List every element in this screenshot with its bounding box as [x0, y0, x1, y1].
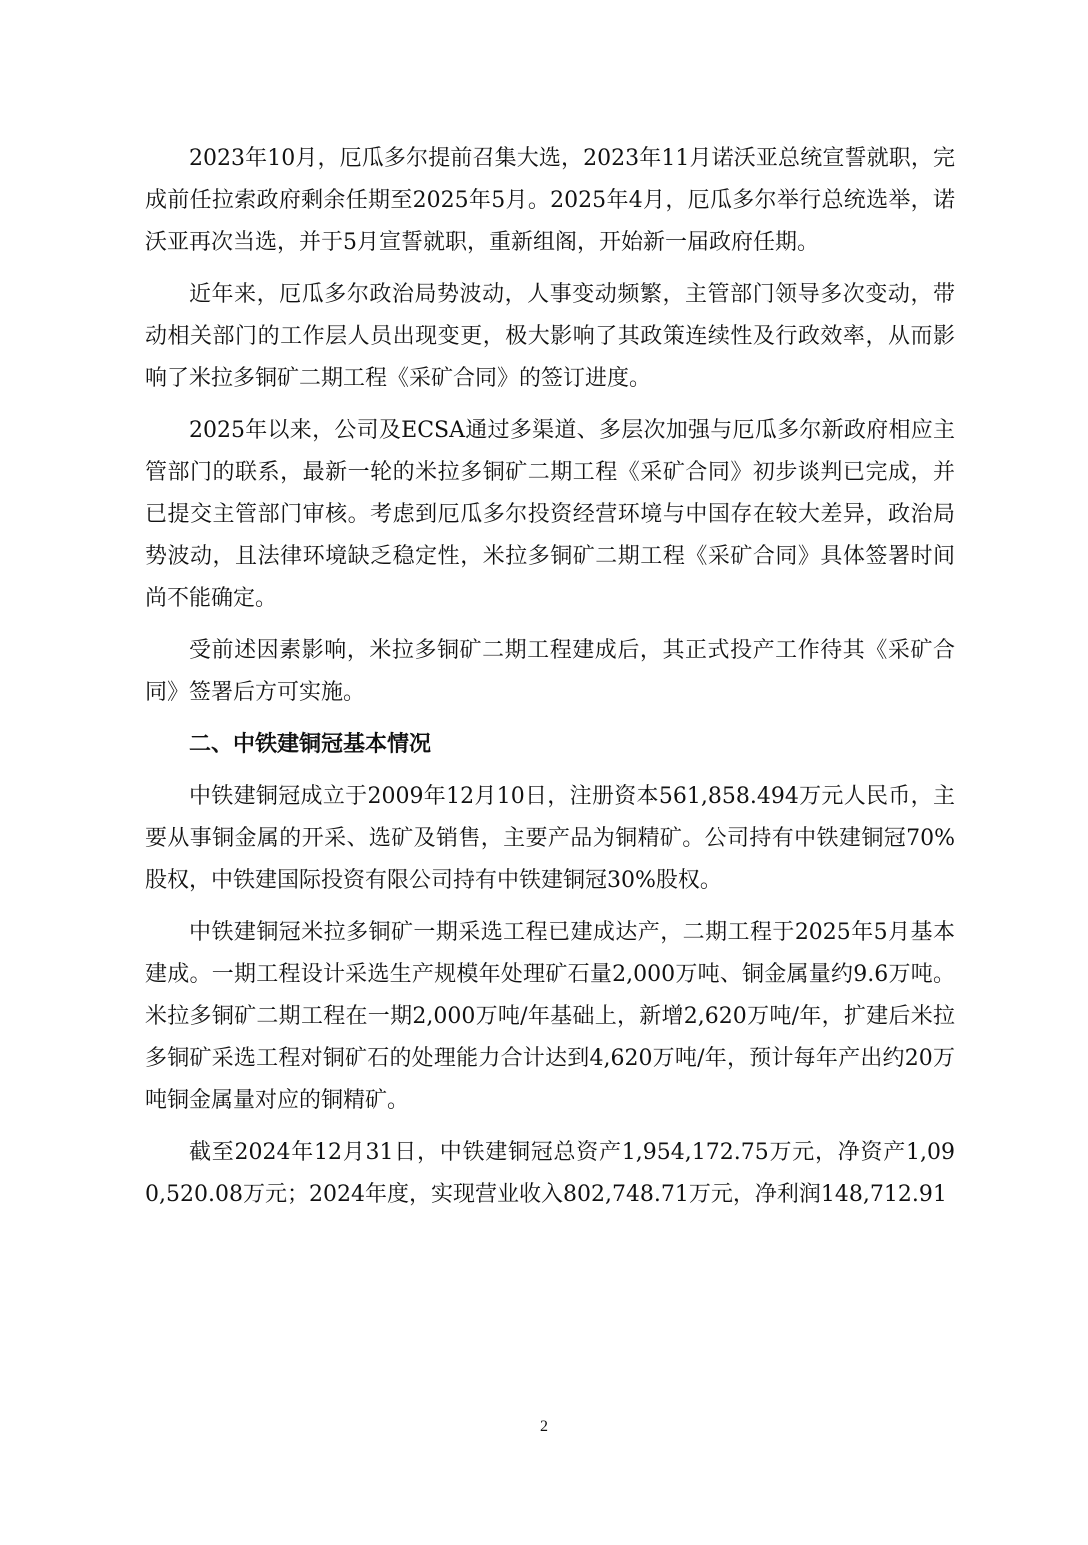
page-number: 2: [540, 1418, 548, 1435]
paragraph-project-scale: 中铁建铜冠米拉多铜矿一期采选工程已建成达产，二期工程于2025年5月基本建成。一期工程设计采选生产规模年处理矿石量2,000万吨、铜金属量约9.6万吨。米拉多铜矿二期工程在一期2,000万吨/年基础上，新增2,620万吨/年，扩建后米拉多铜矿采选工程对铜矿石的处理能力合计达到4,620万吨/年，预计每年产出约20万吨铜金属量对应的铜精矿。: [145, 920, 955, 1113]
paragraph-election: 2023年10月，厄瓜多尔提前召集大选，2023年11月诺沃亚总统宣誓就职，完成前任拉索政府剩余任期至2025年5月。2025年4月，厄瓜多尔举行总统选举，诺沃亚再次当选，并于5月宣誓就职，重新组阁，开始新一届政府任期。: [145, 146, 955, 255]
document-body: [145, 138, 955, 1226]
paragraph-production-impact: 受前述因素影响，米拉多铜矿二期工程建成后，其正式投产工作待其《采矿合同》签署后方可实施。: [145, 638, 955, 705]
paragraph-company-profile: 中铁建铜冠成立于2009年12月10日，注册资本561,858.494万元人民币，主要从事铜金属的开采、选矿及销售，主要产品为铜精矿。公司持有中铁建铜冠70%股权，中铁建国际投资有限公司持有中铁建铜冠30%股权。: [145, 784, 955, 893]
paragraph-financials: 截至2024年12月31日，中铁建铜冠总资产1,954,172.75万元，净资产1,090,520.08万元；2024年度，实现营业收入802,748.71万元，净利润148,712.91: [145, 1140, 955, 1207]
section-heading: 二、中铁建铜冠基本情况: [189, 732, 432, 757]
paragraph-political-situation: 近年来，厄瓜多尔政治局势波动，人事变动频繁，主管部门领导多次变动，带动相关部门的工作层人员出现变更，极大影响了其政策连续性及行政效率，从而影响了米拉多铜矿二期工程《采矿合同》的签订进度。: [145, 282, 955, 391]
paragraph-contract-negotiation: 2025年以来，公司及ECSA通过多渠道、多层次加强与厄瓜多尔新政府相应主管部门的联系，最新一轮的米拉多铜矿二期工程《采矿合同》初步谈判已完成，并已提交主管部门审核。考虑到厄瓜多尔投资经营环境与中国存在较大差异，政治局势波动，且法律环境缺乏稳定性，米拉多铜矿二期工程《采矿合同》具体签署时间尚不能确定。: [145, 418, 955, 611]
